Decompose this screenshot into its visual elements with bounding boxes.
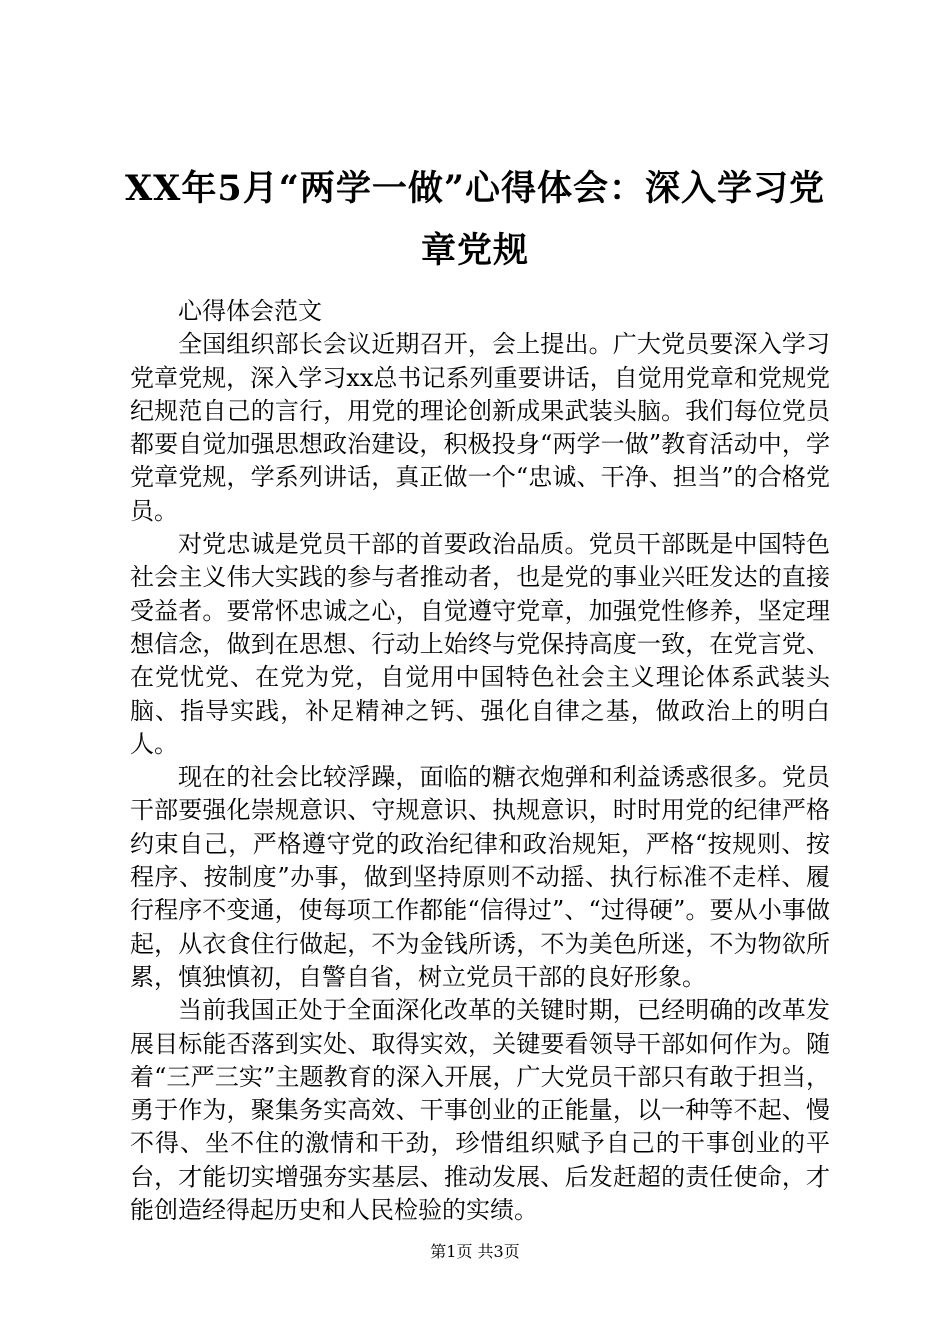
page-footer: 第1页 共3页 xyxy=(430,1242,520,1261)
paragraph: 全国组织部长会议近期召开，会上提出。广大党员要深入学习党章党规，深入学习xx总书记系列重要讲话，自觉用党章和党规党纪规范自己的言行，用党的理论创新成果武装头脑。我们每位党员都要自觉加强思想政治建设，积极投身“两学一做”教育活动中，学党章党规，学系列讲话，真正做一个“忠诚、干净、担当”的合格党员。 xyxy=(130,330,830,525)
paragraph: 对党忠诚是党员干部的首要政治品质。党员干部既是中国特色社会主义伟大实践的参与者推动者，也是党的事业兴旺发达的直接受益者。要常怀忠诚之心，自觉遵守党章，加强党性修养，坚定理想信念，做到在思想、行动上始终与党保持高度一致，在党言党、在党忧党、在党为党，自觉用中国特色社会主义理论体系武装头脑、指导实践，补足精神之钙、强化自律之基，做政治上的明白人。 xyxy=(130,530,830,758)
paragraph: 当前我国正处于全面深化改革的关键时期，已经明确的改革发展目标能否落到实处、取得实效，关键要看领导干部如何作为。随着“三严三实”主题教育的深入开展，广大党员干部只有敢于担当，勇于作为，聚集务实高效、干事创业的正能量，以一种等不起、慢不得、坐不住的激情和干劲，珍惜组织赋予自己的干事创业的平台，才能切实增强夯实基层、推动发展、后发赶超的责任使命，才能创造经得起历史和人民检验的实绩。 xyxy=(130,996,830,1225)
document-title: XX年5月“两学一做”心得体会：深入学习党章党规 xyxy=(125,168,825,271)
document-body xyxy=(130,295,830,1227)
paragraph-subtitle: 心得体会范文 xyxy=(178,297,322,325)
paragraph: 现在的社会比较浮躁，面临的糖衣炮弹和利益诱惑很多。党员干部要强化崇规意识、守规意识、执规意识，时时用党的纪律严格约束自己，严格遵守党的政治纪律和政治规矩，严格“按规则、按程序、按制度”办事，做到坚持原则不动摇、执行标准不走样、履行程序不变通，使每项工作都能“信得过”、“过得硬”。要从小事做起，从衣食住行做起，不为金钱所诱，不为美色所迷，不为物欲所累，慎独慎初，自警自省，树立党员干部的良好形象。 xyxy=(130,763,830,991)
